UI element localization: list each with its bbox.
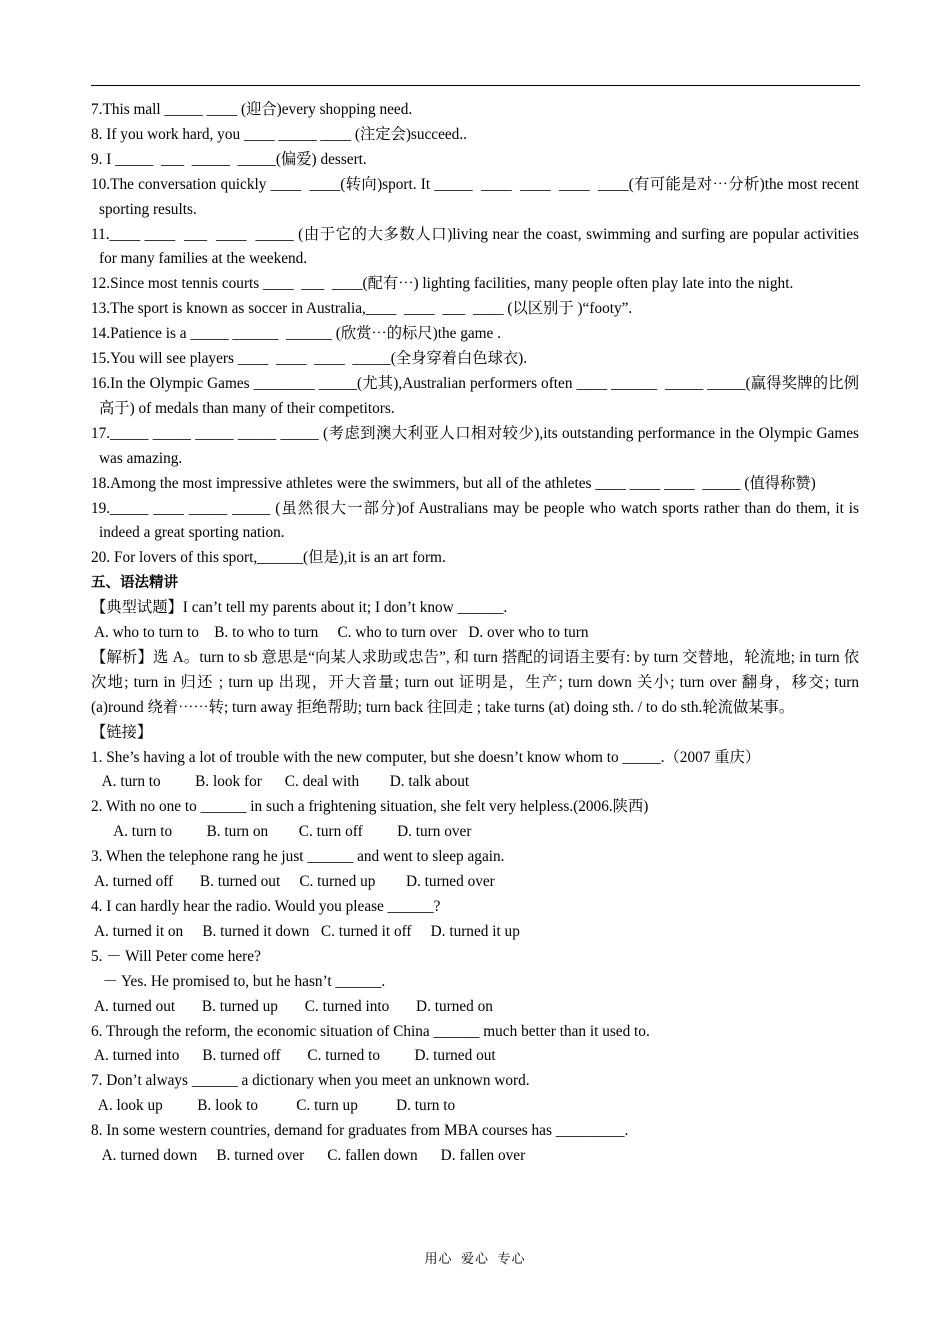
exercise-item: 20. For lovers of this sport,______(但是),it is an art form. — [91, 549, 446, 567]
exercise-item: 13.The sport is known as soccer in Australia,____ ____ ___ ____ (以区别于 )“footy”. — [91, 300, 633, 318]
exercise-item: 12.Since most tennis courts ____ ___ ____(配有⋯) lighting facilities, many people often play late into the night. — [91, 275, 794, 293]
worksheet-body — [91, 98, 863, 1169]
link-question-options: A. turn to B. turn on C. turn off D. turn over — [91, 823, 472, 841]
typical-question-label: 【典型试题】 — [91, 599, 183, 617]
page-footer: 用心 爱心 专心 — [424, 1251, 526, 1266]
link-heading: 【链接】 — [91, 723, 153, 741]
exercise-item: 11.____ ____ ___ ____ _____ (由于它的大多数人口)living near the coast, swimming and surfing are popular activities for many families at the weekend. — [91, 225, 863, 268]
link-question-options: A. turned off B. turned out C. turned up D. turned over — [91, 873, 495, 891]
link-question-stem: 1. She’s having a lot of trouble with the new computer, but she doesn’t know whom to _____.（2007 重庆） — [91, 748, 761, 766]
link-question-stem: 3. When the telephone rang he just ______ and went to sleep again. — [91, 848, 505, 866]
analysis-label: 【解析】 — [91, 648, 154, 666]
exercise-item: 17._____ _____ _____ _____ _____ (考虑到澳大利亚人口相对较少),its outstanding performance in the Olympic Games was amazing. — [91, 424, 863, 467]
link-question-stem: 2. With no one to ______ in such a frightening situation, she felt very helpless.(2006.陕西) — [91, 798, 649, 816]
link-question-options: A. turned into B. turned off C. turned to D. turned out — [91, 1047, 496, 1065]
link-question-options: A. turned down B. turned over C. fallen down D. fallen over — [91, 1147, 526, 1165]
section-heading: 五、语法精讲 — [91, 575, 178, 592]
exercise-item: 14.Patience is a _____ ______ ______ (欣赏⋯的标尺)the game . — [91, 325, 501, 343]
link-question-stem: 6. Through the reform, the economic situation of China ______ much better than it used to. — [91, 1022, 650, 1040]
link-question-options: A. turned it on B. turned it down C. turned it off D. turned it up — [91, 922, 520, 940]
exercise-item: 18.Among the most impressive athletes were the swimmers, but all of the athletes ____ ____ ____ _____ (值得称赞) — [91, 474, 816, 492]
exercise-item: 15.You will see players ____ ____ ____ _____(全身穿着白色球衣). — [91, 350, 528, 368]
link-question-options: A. turned out B. turned up C. turned into D. turned on — [91, 997, 493, 1015]
exercise-item: 8. If you work hard, you ____ _____ ____ (注定会)succeed.. — [91, 125, 467, 143]
typical-question-stem: I can’t tell my parents about it; I don’t know ______. — [182, 599, 508, 617]
link-question-reply: － Yes. He promised to, but he hasn’t ______. — [91, 972, 386, 990]
link-question-stem: 7. Don’t always ______ a dictionary when you meet an unknown word. — [91, 1072, 530, 1090]
exercise-item: 7.This mall _____ ____ (迎合)every shopping need. — [91, 101, 413, 118]
exercise-item: 16.In the Olympic Games ________ _____(尤其),Australian performers often ____ ______ _____ _____(赢得奖牌的比例高于) of medals than many of their competitors. — [91, 374, 859, 417]
exercise-item: 19._____ ____ _____ _____ (虽然很大一部分)of Australians may be people who watch sports rather than do them, it is indeed a great sporting nation. — [91, 499, 863, 542]
analysis-paragraph — [91, 646, 863, 721]
typical-question — [91, 596, 859, 621]
analysis-text: 选 A。turn to sb 意思是“向某人求助或忠告”, 和 turn 搭配的词语主要有: by turn 交替地，轮流地; in turn 依次地; turn in 归还 ; turn up 出现，开大音量; turn out 证明是，生产; turn down 关小; turn over 翻身，移交; turn (a)round 绕着⋯⋯转; turn away 拒绝帮助; turn back 往回走 ; take turns (at) doing sth. / to do sth.轮流做某事。 — [91, 648, 863, 716]
link-question-stem: 8. In some western countries, demand for graduates from MBA courses has _________. — [91, 1122, 629, 1140]
typical-question-options: A. who to turn to B. to who to turn C. who to turn over D. over who to turn — [91, 624, 589, 642]
link-question-options: A. turn to B. look for C. deal with D. talk about — [91, 773, 470, 791]
link-question-stem: 4. I can hardly hear the radio. Would you please ______? — [91, 898, 441, 915]
link-question-options: A. look up B. look to C. turn up D. turn to — [91, 1097, 456, 1115]
exercise-item: 10.The conversation quickly ____ ____(转向)sport. It _____ ____ ____ ____ ____(有可能是对⋯分析)the most recent sporting results. — [91, 175, 863, 218]
link-question-stem: 5. － Will Peter come here? — [91, 947, 261, 965]
exercise-item: 9. I _____ ___ _____ _____(偏爱) dessert. — [91, 150, 367, 168]
header-rule — [91, 85, 860, 86]
